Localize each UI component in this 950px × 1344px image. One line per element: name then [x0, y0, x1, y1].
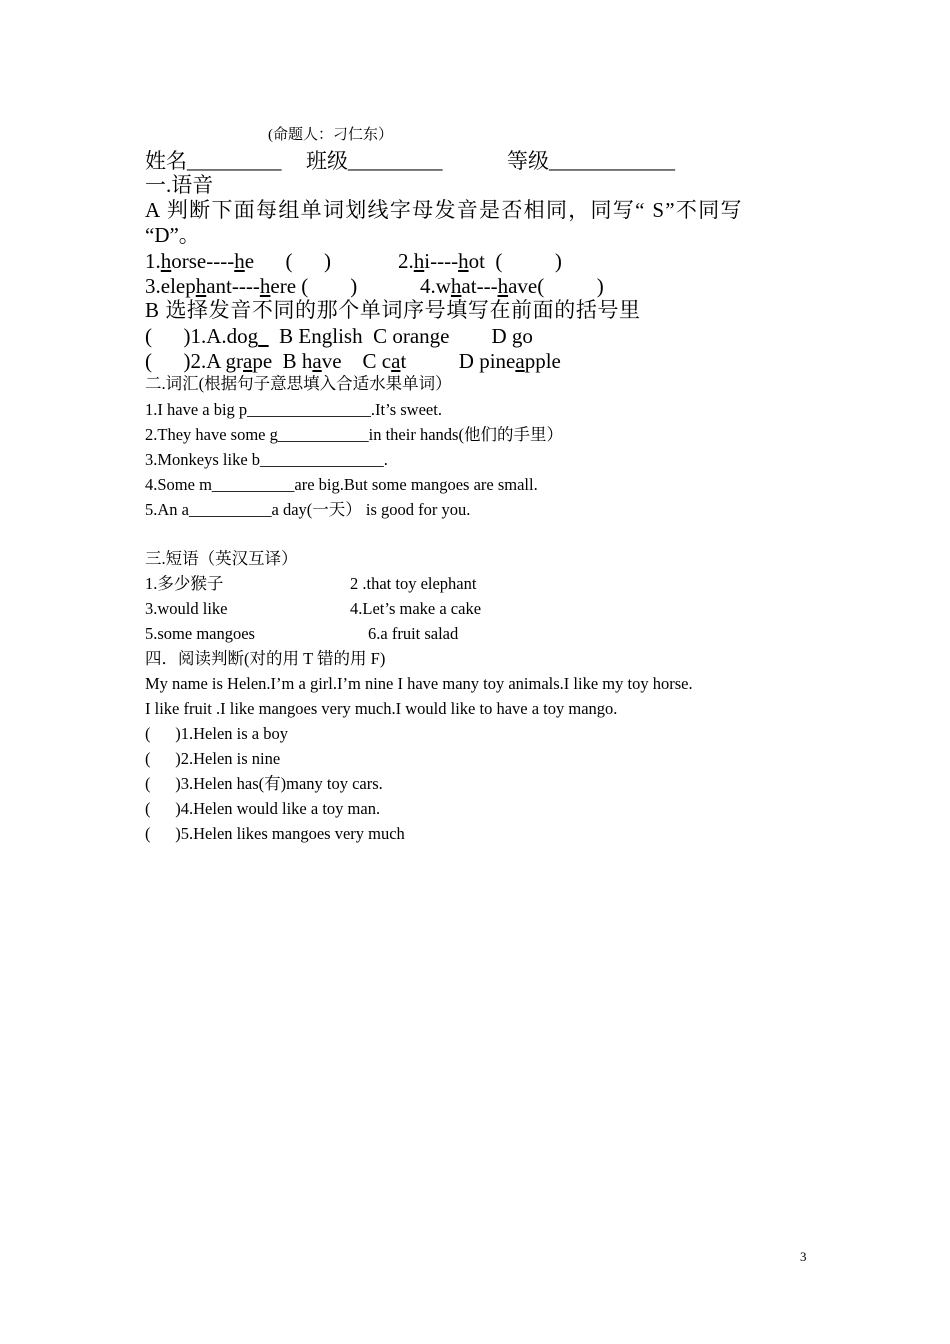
question-b2: ( )2.A grape B have C cat D pineapple	[145, 349, 561, 373]
vocab-item-1: 1.I have a big p_______________.It’s sweet.	[145, 400, 442, 419]
name-field: 姓名_________	[145, 149, 282, 173]
part-a-instruction-cont: “D”。	[145, 223, 200, 247]
phrase-4: 4.Let’s make a cake	[350, 599, 482, 618]
question-b1: ( )1.A.dog B English C orange D go	[145, 324, 533, 348]
vocab-item-2: 2.They have some g___________in their hands(他们的手里）	[145, 425, 563, 444]
section-1-title: 一.语音	[145, 173, 214, 197]
vocab-item-3: 3.Monkeys like b_______________.	[145, 450, 388, 469]
part-a-instruction: A 判断下面每组单词划线字母发音是否相同，同写“ S”不同写	[145, 198, 743, 222]
section-4-title: 四．阅读判断(对的用 T 错的用 F)	[145, 649, 386, 668]
question-a3: 3.elephant----here ( )	[145, 274, 358, 298]
author-line: (命题人：刁仁东）	[268, 127, 393, 143]
question-a4: 4.what---have( )	[420, 274, 604, 298]
reading-passage-line-1: My name is Helen.I’m a girl.I’m nine I have many toy animals.I like my toy horse.	[145, 674, 693, 693]
phrase-3: 3.would like	[145, 599, 228, 618]
reading-passage-line-2: I like fruit .I like mangoes very much.I would like to have a toy mango.	[145, 699, 618, 718]
judge-item-2: ( )2.Helen is nine	[145, 749, 281, 768]
question-a1: 1.horse----he ( )	[145, 249, 332, 273]
judge-item-4: ( )4.Helen would like a toy man.	[145, 799, 381, 818]
section-2-title: 二.词汇(根据句子意思填入合适水果单词）	[145, 374, 452, 393]
grade-field: 等级____________	[507, 149, 675, 173]
phrase-2: 2 .that toy elephant	[350, 574, 477, 593]
judge-item-5: ( )5.Helen likes mangoes very much	[145, 824, 405, 843]
judge-item-1: ( )1.Helen is a boy	[145, 724, 288, 743]
section-3-title: 三.短语（英汉互译）	[145, 549, 298, 568]
question-a2: 2.hi----hot ( )	[398, 249, 562, 273]
vocab-item-4: 4.Some m__________are big.But some mangoes are small.	[145, 475, 538, 494]
class-field: 班级_________	[306, 149, 443, 173]
vocab-item-5: 5.An a__________a day(一天） is good for you.	[145, 500, 471, 519]
phrase-6: 6.a fruit salad	[368, 624, 459, 643]
phrase-5: 5.some mangoes	[145, 624, 255, 643]
phrase-1: 1.多少猴子	[145, 574, 224, 593]
judge-item-3: ( )3.Helen has(有)many toy cars.	[145, 774, 383, 793]
page-number: 3	[800, 1249, 807, 1264]
part-b-instruction: B 选择发音不同的那个单词序号填写在前面的括号里	[145, 298, 641, 322]
